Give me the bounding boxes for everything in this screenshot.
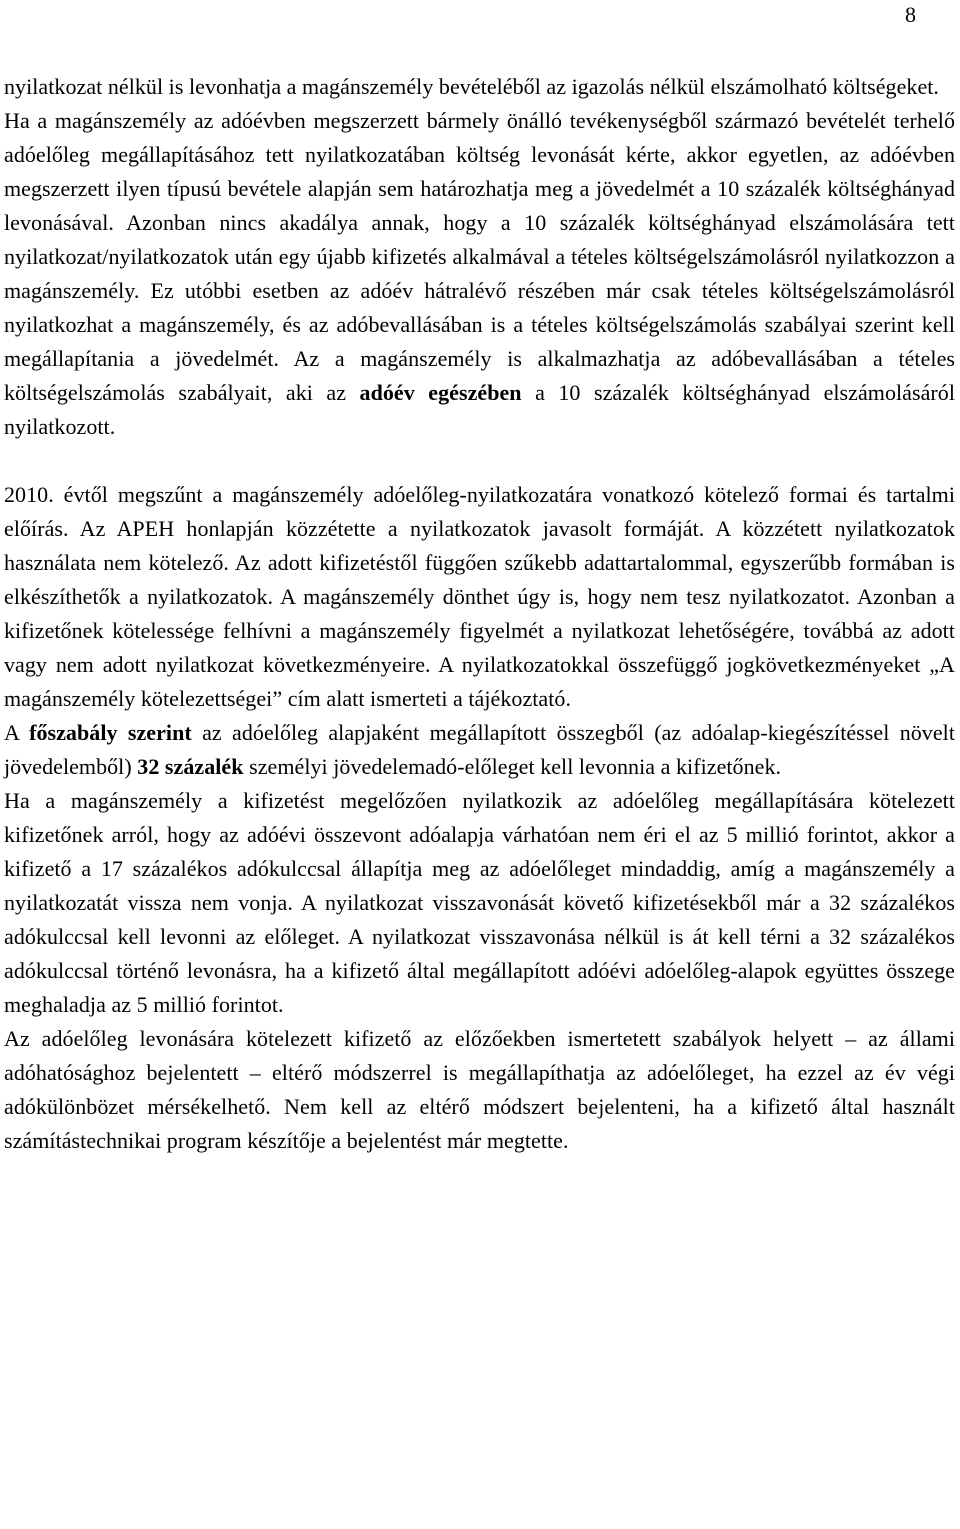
page-number: 8 bbox=[905, 2, 916, 27]
paragraph-main-rule bbox=[4, 716, 955, 784]
document-body bbox=[4, 70, 955, 1158]
bold-text-run: adóév egészében bbox=[359, 380, 522, 405]
text-run: az adóelőleg alapjaként megállapított összegből (az adóalap-kiegészítéssel növelt jövedelemből) bbox=[4, 720, 955, 779]
bold-text-run: főszabály szerint bbox=[29, 720, 192, 745]
text-run: Ha a magánszemély az adóévben megszerzett bármely önálló tevékenységből származó bevételét terhelő adóelőleg megállapításához tett nyilatkozatában költség levonását kérte, akkor egyetlen, az adóévben megszerzett ilyen típusú bevétele alapján sem határozhatja meg a jövedelmét a 10 százalék költséghányad levonásával. Azonban nincs akadálya annak, hogy a 10 százalék költséghányad elszámolására tett nyilatkozat/nyilatkozatok után egy újabb kifizetés alkalmával a tételes költségelszámolásról nyilatkozzon a magánszemély. Ez utóbbi esetben az adóév hátralévő részében már csak tételes költségelszámolásról nyilatkozhat a magánszemély, és az adóbevallásában is a tételes költségelszámolás szabályai szerint kell megállapítania a jövedelmét. Az a magánszemély is alkalmazhatja az adóbevallásában a tételes költségelszámolás szabályait, aki az bbox=[4, 108, 955, 405]
text-run: A bbox=[4, 720, 30, 745]
text-run: 2010. évtől megszűnt a magánszemély adóelőleg-nyilatkozatára vonatkozó kötelező formai és tartalmi előírás. Az APEH honlapján közzétette a nyilatkozatok javasolt formáját. A közzétett nyilatkozatok használata nem kötelező. Az adott kifizetéstől függően szűkebb adattartalommal, egyszerűbb formában is elkészíthetők a nyilatkozatok. A magánszemély dönthet úgy is, hogy nem tesz nyilatkozatot. Azonban a kifizetőnek kötelessége felhívni a magánszemély figyelmét a nyilatkozat lehetőségére, továbbá az adott vagy nem adott nyilatkozat következményeire. A nyilatkozatokkal összefüggő jogkövetkezményeket „A magánszemély kötelezettségei” cím alatt ismerteti a tájékoztató. bbox=[4, 482, 955, 711]
text-run: személyi jövedelemadó-előleget kell levonnia a kifizetőnek. bbox=[243, 754, 782, 779]
paragraph-17-percent-rate bbox=[4, 784, 955, 1022]
text-run: a 10 százalék költséghányad elszámolásáról nyilatkozott. bbox=[4, 380, 955, 439]
text-run: Az adóelőleg levonására kötelezett kifizető az előzőekben ismertetett szabályok helyett – az állami adóhatósághoz bejelentett – eltérő módszerrel is megállapíthatja az adóelőleget, ha ezzel az év végi adókülönbözet mérsékelhető. Nem kell az eltérő módszert bejelenteni, ha a kifizető által használt számítástechnikai program készítője a bejelentést már megtette. bbox=[4, 1026, 955, 1153]
text-run: nyilatkozat nélkül is levonhatja a magánszemély bevételéből az igazolás nélkül elszámolható költségeket. bbox=[4, 74, 939, 99]
bold-text-run: 32 százalék bbox=[137, 754, 244, 779]
paragraph-declaration-2010 bbox=[4, 478, 955, 716]
paragraph-alternative-method bbox=[4, 1022, 955, 1158]
paragraph-cost-deduction bbox=[4, 70, 955, 444]
text-run: Ha a magánszemély a kifizetést megelőzően nyilatkozik az adóelőleg megállapítására kötelezett kifizetőnek arról, hogy az adóévi összevont adóalapja várhatóan nem éri el az 5 millió forintot, akkor a kifizető a 17 százalékos adókulccsal állapítja meg az adóelőleget mindaddig, amíg a magánszemély a nyilatkozatát vissza nem vonja. A nyilatkozat visszavonását követő kifizetésekből már a 32 százalékos adókulccsal kell levonni az előleget. A nyilatkozat visszavonása nélkül is át kell térni a 32 százalékos adókulccsal történő levonásra, ha a kifizető által megállapított adóévi adóelőleg-alapok együttes összege meghaladja az 5 millió forintot. bbox=[4, 788, 955, 1017]
